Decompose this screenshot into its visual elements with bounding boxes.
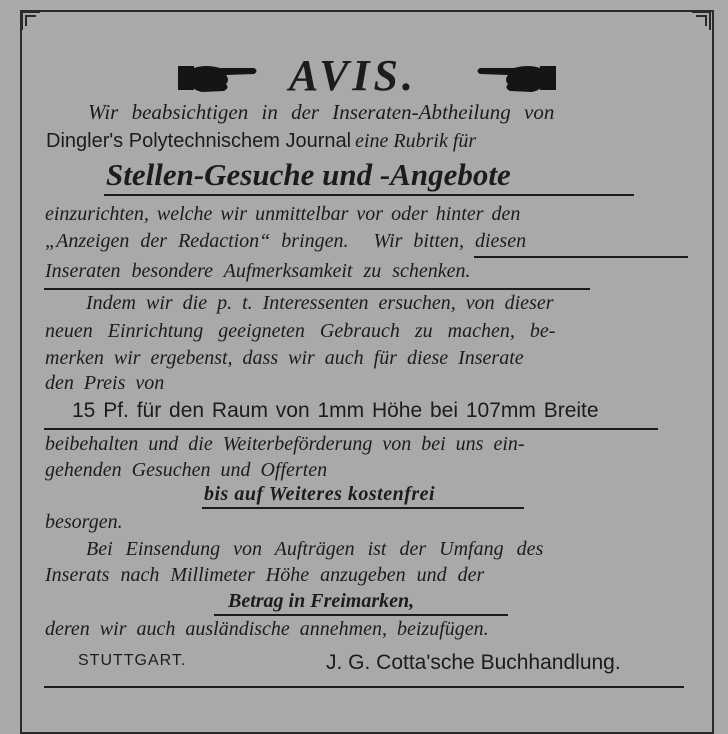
text-line: Wir beabsichtigen in der Inseraten-Abtheilung von	[88, 100, 555, 124]
text-line: Inserats nach Millimeter Höhe anzugeben und der	[45, 564, 485, 586]
text-line: Wir bitten, diesen	[373, 230, 527, 252]
corner-ornament-top-left	[20, 10, 42, 32]
text-line: deren wir auch ausländische annehmen, beizufügen.	[45, 618, 489, 640]
pointing-hand-left-icon	[474, 60, 558, 96]
text-line: Indem wir die p. t. Interessenten ersuchen, von dieser	[86, 292, 554, 314]
text-line: Bei Einsendung von Aufträgen ist der Umfang des	[86, 538, 544, 560]
place-name: STUTTGART.	[78, 652, 187, 669]
text-line: „Anzeigen der Redaction“ bringen.	[45, 230, 349, 252]
text-line: gehenden Gesuchen und Offerten	[45, 459, 328, 481]
text-line: Inseraten besondere Aufmerksamkeit zu schenken.	[45, 260, 471, 282]
bottom-rule	[44, 686, 684, 688]
underline-rule	[44, 288, 590, 290]
underline-rule	[104, 194, 634, 196]
highlight-phrase: Betrag in Freimarken,	[228, 590, 415, 612]
text-line: eine Rubrik für	[355, 130, 477, 152]
journal-name: Dingler's Polytechnischem Journal	[46, 130, 352, 152]
underline-rule	[214, 614, 508, 616]
text-line: neuen Einrichtung geeigneten Gebrauch zu machen, be-	[45, 320, 556, 342]
text-line: den Preis von	[45, 372, 165, 394]
underline-rule	[44, 428, 658, 430]
text-line: merken wir ergebenst, dass wir auch für diese Inserate	[45, 347, 524, 369]
text-line: beibehalten und die Weiterbeförderung von bei uns ein-	[45, 433, 525, 455]
price-line: 15 Pf. für den Raum von 1mm Höhe bei 107mm Breite	[72, 399, 599, 422]
pointing-hand-right-icon	[176, 60, 260, 96]
highlight-phrase: bis auf Weiteres kostenfrei	[204, 483, 436, 505]
underline-rule	[474, 256, 688, 258]
corner-ornament-top-right	[690, 10, 712, 32]
notice-title: AVIS.	[289, 51, 418, 100]
text-line: einzurichten, welche wir unmittelbar vor oder hinter den	[45, 203, 521, 225]
publisher-name: J. G. Cotta'sche Buchhandlung.	[326, 651, 621, 674]
text-line: besorgen.	[45, 511, 123, 533]
underline-rule	[202, 507, 524, 509]
highlight-heading: Stellen-Gesuche und -Angebote	[106, 157, 511, 192]
